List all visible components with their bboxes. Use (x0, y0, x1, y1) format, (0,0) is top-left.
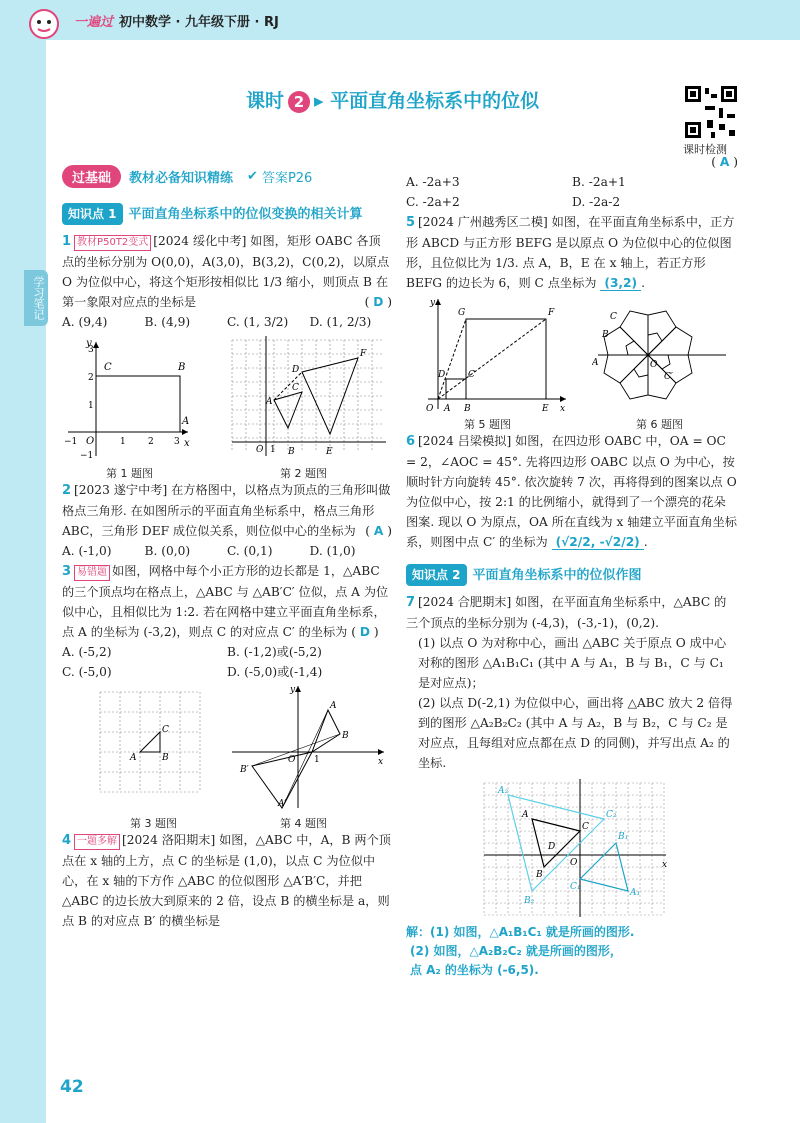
svg-text:A₂: A₂ (498, 786, 509, 796)
svg-text:O: O (650, 360, 658, 370)
svg-text:x: x (378, 757, 384, 767)
caption-fig2: 第 2 题图 (280, 467, 327, 480)
figure-1 (62, 336, 192, 460)
svg-text:2: 2 (148, 437, 154, 447)
lesson-title: 课时 2 ▸ 平面直角坐标系中的位似 (246, 90, 540, 112)
svg-text:y: y (430, 298, 436, 308)
svg-text:C: C (292, 383, 299, 393)
svg-text:B: B (178, 362, 186, 373)
svg-text:F: F (548, 308, 555, 318)
question-4: 4 一题多解 [2024 洛阳期末] 如图，△ABC 中，A，B 两个顶点在 x 轴的上方，点 C 的坐标是 (1,0)，以点 C 为位似中心，在 x 轴的下方作 △ABC 的位似图形 △A′B′C，并把 △ABC 的边长放大到原来的 2 倍，设点 B 的横坐标是 a，则点 B 的对应点 B′ 的横坐标是 (62, 833, 391, 928)
figures-3-4 (62, 682, 392, 830)
svg-text:1: 1 (120, 437, 126, 447)
svg-text:A: A (330, 701, 337, 711)
section-pill: 过基础 (62, 165, 121, 188)
left-column (62, 203, 392, 931)
figures-1-2 (62, 332, 392, 480)
caption-fig1: 第 1 题图 (106, 467, 153, 480)
caption-fig5: 第 5 题图 (464, 418, 511, 431)
section-subtitle: 教材必备知识精练 (129, 170, 234, 186)
svg-text:A: A (444, 404, 451, 413)
svg-text:C′: C′ (664, 372, 673, 382)
caption-fig6: 第 6 题图 (636, 418, 683, 431)
answer-ref: 答案P26 (261, 170, 313, 186)
caption-fig3: 第 3 题图 (130, 817, 177, 830)
header-bar (0, 0, 800, 42)
svg-text:C: C (610, 312, 617, 322)
svg-text:−1: −1 (64, 437, 78, 447)
caption-fig4: 第 4 题图 (280, 817, 327, 830)
kp2-header: 知识点 2 平面直角坐标系中的位似作图 (406, 564, 738, 586)
svg-text:O: O (256, 445, 264, 455)
figure-7 (474, 777, 674, 921)
right-column (406, 152, 738, 980)
figure-5 (420, 295, 570, 413)
q7-solution: 解：(1) 如图，△A₁B₁C₁ 就是所画的图形. (2) 如图，△A₂B₂C₂ 就是所画的图形， 点 A₂ 的坐标为 (-6,5). (406, 925, 635, 977)
question-1: 1 教材P50T2变式 [2024 绥化中考] 如图，矩形 OABC 各顶点的坐标分别为 O(0,0)，A(3,0)，B(3,2)，C(0,2)，以原点 O 为位似中心，将这个矩形按相似比 1/3 缩小，则顶点 B 在第一象限对应点的坐标是 ( D ) A. (9,4) B. (4,9) C. (1, 3/2) D. (1, 2/3) (62, 234, 392, 329)
book-title: 一遍过 初中数学 · 九年级下册 · RJ (74, 15, 279, 30)
svg-text:3: 3 (88, 345, 94, 355)
svg-text:B: B (602, 330, 609, 340)
svg-text:B: B (288, 447, 295, 457)
page-number: 42 (60, 1077, 84, 1097)
svg-text:B: B (464, 404, 471, 413)
question-7: 7 [2024 合肥期末] 如图，在平面直角坐标系中，△ABC 的三个顶点的坐标分别为 (-4,3)，(-3,-1)，(0,2). (1) 以点 O 为对称中心，画出 △ABC 关于原点 O 成中心对称的图形 △A₁B₁C₁ (其中 A 与 A₁，B 与 B₁，C 与 C₁ 是对应点)； (2) 以点 D(-2,1) 为位似中心，画出将 △ABC 放大 2 倍得到的图形 △A₂B₂C₂ (其中 A 与 A₂，B 与 B₂，C 与 C₂ 是对应点，且每组对应点都在点 D 的同侧)，并写出点 A₂ 的坐标. (406, 595, 733, 770)
figure-3 (96, 688, 206, 798)
svg-text:x: x (184, 438, 190, 449)
svg-text:E: E (542, 404, 549, 413)
figure-6 (592, 307, 732, 407)
question-5: 5 [2024 广州越秀区二模] 如图，在平面直角坐标系中，正方形 ABCD 与正方形 BEFG 是以原点 O 为位似中心的位似图形，且位似比为 1/3. 点 A，B，E 在 x 轴上，若正方形 BEFG 的边长为 6，则 C 点坐标为 (3,2) . (406, 215, 735, 290)
question-2: 2 [2023 遂宁中考] 在方格图中，以格点为顶点的三角形叫做格点三角形. 在如图所示的平面直角坐标系中，格点三角形 ABC，三角形 DEF 成位似关系，则位似中心的坐标为 ( A ) A. (-1,0) B. (0,0) C. (0,1) D. (1,0) (62, 483, 392, 558)
svg-text:C: C (582, 822, 589, 832)
svg-text:−1: −1 (80, 451, 94, 460)
qr-code-icon[interactable] (683, 84, 739, 140)
svg-text:B₂: B₂ (524, 896, 535, 906)
svg-text:C: C (468, 370, 475, 380)
svg-text:O: O (288, 755, 296, 765)
svg-text:C: C (104, 362, 112, 373)
svg-text:1: 1 (314, 755, 320, 765)
figure-4 (228, 682, 388, 812)
qr-label: 课时检测 (683, 143, 727, 156)
svg-text:x: x (560, 404, 566, 413)
svg-text:A: A (130, 753, 137, 763)
svg-text:B₁: B₁ (618, 832, 629, 842)
mascot-icon (24, 6, 68, 42)
svg-text:1: 1 (270, 445, 276, 455)
svg-text:1: 1 (88, 401, 94, 411)
question-4-answer: ( A ) A. -2a+3 B. -2a+1 C. -2a+2 D. -2a-2 (406, 155, 738, 209)
svg-text:A: A (266, 397, 273, 407)
figures-5-6 (406, 293, 738, 431)
svg-text:y: y (290, 685, 296, 695)
svg-text:A′: A′ (278, 799, 287, 809)
svg-text:A: A (182, 416, 190, 427)
svg-text:A: A (522, 810, 529, 820)
svg-text:B: B (162, 753, 169, 763)
section-header (62, 164, 312, 188)
svg-text:E: E (326, 447, 333, 457)
svg-text:O: O (86, 436, 95, 447)
svg-text:C: C (162, 725, 169, 735)
svg-text:D: D (548, 842, 556, 852)
svg-text:B: B (536, 870, 543, 880)
figure-2 (228, 332, 388, 462)
svg-text:x: x (662, 860, 668, 870)
svg-text:A₁: A₁ (630, 888, 641, 898)
svg-text:G: G (458, 308, 466, 318)
figure-7-wrap (406, 773, 738, 923)
svg-text:A: A (592, 358, 599, 368)
question-6: 6 [2024 吕梁模拟] 如图，在四边形 OABC 中，OA = OC = 2，∠AOC = 45°. 先将四边形 OABC 以点 O 为中心，按顺时针方向旋转 45°. 依次旋转 7 次，再将得到的图案以点 O 为位似中心，按 2:1 的比例缩小，就得到了一个漂亮的花朵图案. 现以 O 为原点，OA 所在直线为 x 轴建立平面直角坐标系，则图中点 C′ 的坐标为 (√2/2, -√2/2) . (406, 434, 737, 549)
svg-text:O: O (570, 858, 578, 868)
side-tab: 学习笔记 (24, 270, 48, 326)
svg-text:B: B (342, 731, 349, 741)
svg-text:C₁: C₁ (570, 882, 581, 892)
svg-text:y: y (86, 338, 92, 349)
svg-text:D: D (438, 370, 446, 380)
svg-text:2: 2 (88, 373, 94, 383)
question-3: 3 易错题 如图，网格中每个小正方形的边长都是 1，△ABC 的三个顶点均在格点上，△ABC 与 △AB′C′ 位似，点 A 为位似中心，且相似比为 1:2. 若在网格中建立平面直角坐标系，点 A 的坐标为 (-3,2)，则点 C 的对应点 C′ 的坐标为 ( D ) A. (-5,2) B. (-1,2)或(-5,2) C. (-5,0) D. (-5,0)或(-1,4) (62, 564, 389, 679)
svg-text:B′: B′ (240, 765, 249, 775)
svg-text:F: F (360, 349, 367, 359)
svg-text:3: 3 (174, 437, 180, 447)
svg-text:D: D (292, 365, 300, 375)
svg-text:O: O (426, 404, 434, 413)
svg-text:C₂: C₂ (606, 810, 617, 820)
check-icon: ✔ (247, 168, 258, 184)
kp1-header: 知识点 1 平面直角坐标系中的位似变换的相关计算 (62, 203, 392, 225)
